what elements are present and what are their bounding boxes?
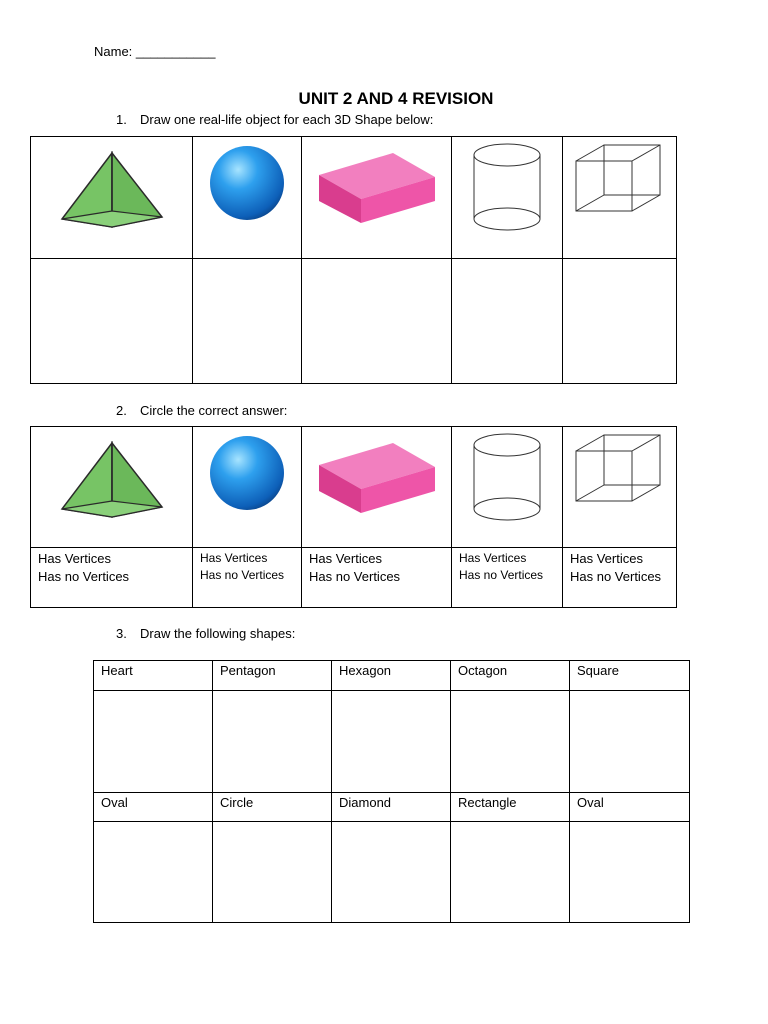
option-has-vertices[interactable]: Has Vertices — [570, 551, 643, 566]
q2-answer-row — [31, 548, 677, 608]
q3-label-row-2 — [94, 793, 690, 822]
q1-drawing-box[interactable] — [193, 259, 302, 384]
question-3 — [116, 626, 295, 641]
question-2-number: 2. — [116, 403, 127, 418]
q1-drawing-box[interactable] — [302, 259, 452, 384]
q2-answer-cell — [302, 548, 452, 608]
q2-table — [30, 426, 677, 608]
option-has-no-vertices[interactable]: Has no Vertices — [570, 569, 662, 584]
q2-answer-cell — [563, 548, 677, 608]
pyramid-icon — [57, 441, 167, 521]
shape-label: Diamond — [332, 793, 451, 822]
q1-cylinder-cell — [452, 137, 563, 259]
q3-drawing-box[interactable] — [570, 691, 690, 793]
name-field-label: Name: ___________ — [94, 44, 216, 59]
question-2 — [116, 403, 287, 418]
shape-label: Oval — [94, 793, 213, 822]
q3-drawing-box[interactable] — [94, 691, 213, 793]
q3-drawing-box[interactable] — [94, 822, 213, 923]
q2-cuboid-cell — [302, 427, 452, 548]
sphere-icon — [207, 433, 287, 513]
q1-drawing-box[interactable] — [31, 259, 193, 384]
q3-drawing-box[interactable] — [570, 822, 690, 923]
sphere-icon — [207, 143, 287, 223]
option-has-no-vertices[interactable]: Has no Vertices — [459, 568, 544, 582]
q1-pyramid-cell — [31, 137, 193, 259]
q1-sphere-cell — [193, 137, 302, 259]
q1-cuboid-cell — [302, 137, 452, 259]
q1-table — [30, 136, 677, 384]
q1-shape-row — [31, 137, 677, 259]
q1-drawing-row — [31, 259, 677, 384]
option-has-vertices[interactable]: Has Vertices — [200, 551, 268, 565]
shape-label: Rectangle — [451, 793, 570, 822]
cylinder-icon — [469, 431, 545, 523]
q2-shape-row — [31, 427, 677, 548]
option-has-no-vertices[interactable]: Has no Vertices — [38, 569, 130, 584]
q2-answer-cell — [193, 548, 302, 608]
q3-drawing-box[interactable] — [213, 691, 332, 793]
option-has-no-vertices[interactable]: Has no Vertices — [309, 569, 401, 584]
shape-label: Octagon — [451, 661, 570, 691]
q3-drawing-box[interactable] — [451, 822, 570, 923]
q2-answer-cell — [31, 548, 193, 608]
q2-pyramid-cell — [31, 427, 193, 548]
shape-label: Hexagon — [332, 661, 451, 691]
cuboid-icon — [315, 141, 439, 227]
worksheet-title: UNIT 2 AND 4 REVISION — [298, 89, 494, 108]
question-1-number: 1. — [116, 112, 127, 127]
question-1 — [116, 112, 433, 127]
option-has-no-vertices[interactable]: Has no Vertices — [200, 568, 285, 582]
q3-drawing-box[interactable] — [451, 691, 570, 793]
option-has-vertices[interactable]: Has Vertices — [309, 551, 382, 566]
q2-cube-cell — [563, 427, 677, 548]
question-2-text: Circle the correct answer: — [140, 403, 288, 418]
cylinder-icon — [469, 141, 545, 233]
q2-cylinder-cell — [452, 427, 563, 548]
option-has-vertices[interactable]: Has Vertices — [38, 551, 111, 566]
shape-label: Pentagon — [213, 661, 332, 691]
q3-drawing-row-1 — [94, 691, 690, 793]
shape-label: Heart — [94, 661, 213, 691]
q3-drawing-box[interactable] — [332, 691, 451, 793]
q3-drawing-row-2 — [94, 822, 690, 923]
question-3-number: 3. — [116, 626, 127, 641]
cuboid-icon — [315, 431, 439, 517]
q1-cube-cell — [563, 137, 677, 259]
shape-label: Circle — [213, 793, 332, 822]
option-has-vertices[interactable]: Has Vertices — [459, 551, 527, 565]
cube-icon — [574, 433, 666, 505]
shape-label: Square — [570, 661, 690, 691]
cube-icon — [574, 143, 666, 215]
q3-label-row-1 — [94, 661, 690, 691]
q1-drawing-box[interactable] — [452, 259, 563, 384]
q1-drawing-box[interactable] — [563, 259, 677, 384]
pyramid-icon — [57, 151, 167, 231]
q3-drawing-box[interactable] — [332, 822, 451, 923]
question-3-text: Draw the following shapes: — [140, 626, 296, 641]
q3-drawing-box[interactable] — [213, 822, 332, 923]
question-1-text: Draw one real-life object for each 3D Shape below: — [140, 112, 434, 127]
q3-table — [93, 660, 690, 923]
q2-answer-cell — [452, 548, 563, 608]
q2-sphere-cell — [193, 427, 302, 548]
shape-label: Oval — [570, 793, 690, 822]
